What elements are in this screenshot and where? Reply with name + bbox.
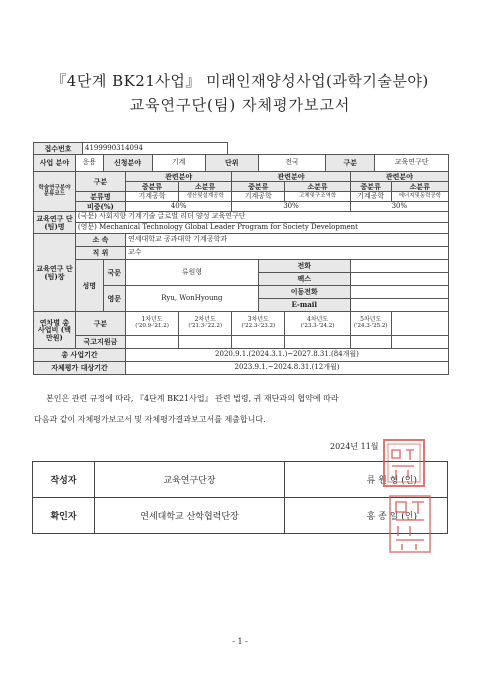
writer-role: 교육연구단장 bbox=[95, 462, 285, 498]
affil-label: 소 속 bbox=[75, 234, 125, 247]
gov-support-label: 국고지원금 bbox=[75, 336, 125, 349]
receipt-label: 접수번호 bbox=[34, 143, 83, 155]
unit-value: 전국 bbox=[258, 155, 325, 172]
affil-value: 연세대학교 공과대학 기계공학과 bbox=[125, 234, 448, 247]
type-label: 구분 bbox=[326, 155, 375, 172]
unit-label: 단위 bbox=[205, 155, 258, 172]
class3-sub: 에너지및동력공학 bbox=[391, 192, 448, 202]
writer-seal-mark: (인) bbox=[401, 476, 417, 486]
budget-gubun-label: 구분 bbox=[75, 312, 125, 336]
phone-label: 전화 bbox=[258, 260, 350, 273]
sub-label-3: 소분류 bbox=[391, 182, 448, 192]
submit-date: 2024년 11월 bbox=[330, 442, 379, 451]
declaration-line-1: 본인은 관련 규정에 따라, 『4단계 BK21사업』 관련 법령, 귀 재단과의 협약에 따라 bbox=[46, 394, 339, 403]
field-label: 사업 분야 bbox=[34, 155, 76, 172]
class2-sub: 고체및구조역학 bbox=[285, 192, 350, 202]
phone-value bbox=[350, 260, 448, 273]
year-5 bbox=[350, 312, 391, 336]
year-5-label: 5차년도 bbox=[360, 316, 382, 324]
mobile-value bbox=[350, 286, 448, 299]
year-2-label: 2차년도 bbox=[194, 316, 216, 324]
receipt-value: 4199990314094 bbox=[83, 143, 228, 155]
year-2-range: ('21.3-'22.2) bbox=[188, 322, 222, 329]
position-label: 직 위 bbox=[75, 247, 125, 260]
class3-ratio: 30% bbox=[350, 202, 448, 212]
fax-value bbox=[350, 273, 448, 286]
mid-label-1: 중분류 bbox=[125, 182, 178, 192]
fax-label: 팩스 bbox=[258, 273, 350, 286]
year-3 bbox=[232, 312, 285, 336]
writer-label: 작성자 bbox=[33, 462, 95, 498]
class2-ratio: 30% bbox=[232, 202, 351, 212]
year-3-label: 3차년도 bbox=[247, 316, 269, 324]
period-value: 2020.9.1.(2024.3.1.)~2027.8.31.(84개월) bbox=[125, 349, 448, 362]
title-line-1: 『4단계 BK21사업』 미래인재양성사업(과학기술분야) bbox=[51, 72, 429, 90]
class-header-2: 관련분야 bbox=[232, 172, 351, 182]
mid-label-3: 중분류 bbox=[350, 182, 391, 192]
en-label: 영문 bbox=[103, 286, 125, 312]
year-4 bbox=[285, 312, 350, 336]
year-2 bbox=[179, 312, 232, 336]
class-div-label: 구분 bbox=[75, 172, 125, 192]
class1-mid: 기계공학 bbox=[125, 192, 178, 202]
edu-name-label: 교육연구 단(팀)명 bbox=[34, 212, 76, 234]
confirm-seal-mark: (인) bbox=[401, 512, 417, 522]
eval-period-value: 2023.9.1.~2024.8.31.(12개월) bbox=[125, 362, 448, 375]
position-value: 교수 bbox=[125, 247, 448, 260]
class-header-1: 관련분야 bbox=[125, 172, 231, 182]
confirm-role: 연세대학교 산학협력단장 bbox=[95, 498, 285, 534]
class2-mid: 기계공학 bbox=[232, 192, 285, 202]
class3-mid: 기계공학 bbox=[350, 192, 391, 202]
year-1-range: ('20.9-'21.2) bbox=[135, 322, 169, 329]
main-form-table bbox=[33, 154, 449, 375]
edu-kr-prefix: (국문) bbox=[77, 212, 97, 221]
domain-label: 신청분야 bbox=[103, 155, 152, 172]
email-value bbox=[350, 299, 448, 312]
mid-label-2: 중분류 bbox=[232, 182, 285, 192]
kr-label: 국문 bbox=[103, 260, 125, 286]
ratio-label: 비중(%) bbox=[75, 202, 125, 212]
official-seal-stamp bbox=[380, 438, 446, 556]
year-3-range: ('22.3-'23.2) bbox=[241, 322, 276, 329]
class1-ratio: 40% bbox=[125, 202, 231, 212]
declaration-line-2: 다음과 같이 자체평가보고서 및 자체평가결과보고서를 제출합니다. bbox=[34, 415, 266, 424]
domain-value: 기계 bbox=[152, 155, 205, 172]
edu-en-name: Mechanical Technology Global Leader Program for Society Development bbox=[99, 223, 358, 232]
edu-en-prefix: (영문) bbox=[77, 223, 97, 232]
email-label: E-mail bbox=[258, 299, 350, 312]
year-4-range: ('23.3-'24.2) bbox=[300, 322, 335, 329]
class-code-label: 학술연구분야 분류코드 bbox=[34, 172, 76, 212]
en-name: Ryu, WonHyoung bbox=[125, 286, 258, 312]
writer-name: 류 원 형 bbox=[366, 476, 399, 486]
eval-period-label: 자체평가 대상기간 bbox=[34, 362, 126, 375]
field-value: 응용 bbox=[75, 155, 103, 172]
sub-label-1: 소분류 bbox=[179, 182, 232, 192]
class1-sub: 생산및설계공학 bbox=[179, 192, 232, 202]
mobile-label: 이동전화 bbox=[258, 286, 350, 299]
period-label: 총 사업기간 bbox=[34, 349, 126, 362]
leader-label: 교육연구 단(팀)장 bbox=[34, 234, 76, 312]
sub-label-2: 소분류 bbox=[285, 182, 350, 192]
year-5-range: ('24.3-'25.2) bbox=[353, 322, 388, 329]
budget-label: 연차별 총 사업비 (백만원) bbox=[34, 312, 76, 349]
page-number: - 1 - bbox=[232, 637, 248, 646]
class-name-label: 분류명 bbox=[75, 192, 125, 202]
type-value: 교육연구단 bbox=[375, 155, 449, 172]
year-1 bbox=[125, 312, 178, 336]
edu-kr-name: 사회지향 기계기술 글로벌 리더 양성 교육연구단 bbox=[99, 212, 246, 221]
confirm-name: 홍 종 일 bbox=[366, 512, 399, 522]
kr-name: 류원형 bbox=[125, 260, 258, 286]
year-4-label: 4차년도 bbox=[306, 316, 329, 324]
year-1-label: 1차년도 bbox=[141, 316, 163, 324]
confirm-label: 확인자 bbox=[33, 498, 95, 534]
person-name-label: 성명 bbox=[75, 260, 103, 312]
class-header-3: 관련분야 bbox=[350, 172, 448, 182]
title-line-2: 교육연구단(팀) 자체평가보고서 bbox=[129, 96, 351, 114]
